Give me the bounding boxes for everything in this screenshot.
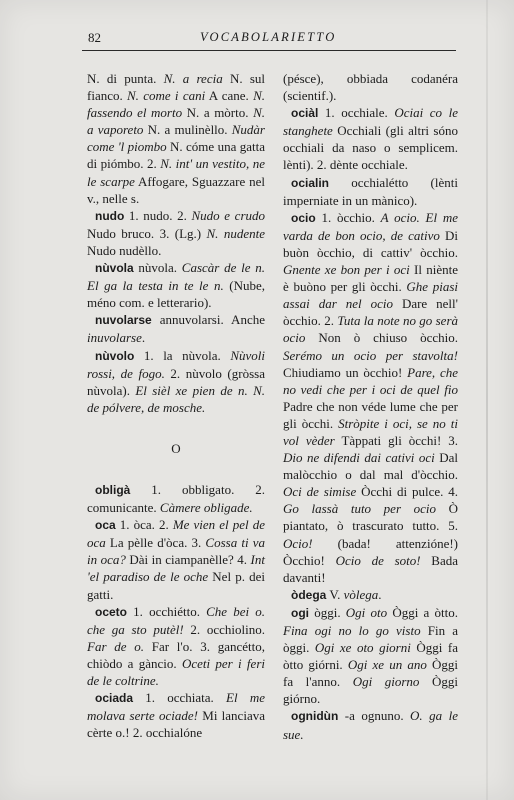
definition-text: Di buòn òcchio, di cattiv' òcchio. bbox=[283, 227, 458, 260]
definition-text: occhialétto (lènti imperniate in un mànico). bbox=[283, 174, 458, 208]
italic-example: Int 'el paradiso de le oche bbox=[87, 552, 265, 585]
headword: òdega bbox=[291, 587, 327, 602]
italic-example: inuvolarse bbox=[87, 330, 142, 346]
page-number: 82 bbox=[88, 30, 101, 45]
definition-text: 1. òca. 2. bbox=[115, 517, 173, 533]
definition-text: Padre che non véde lume che per gli òcchi. bbox=[283, 398, 458, 431]
italic-example: Me vien el pel de oca bbox=[87, 517, 265, 551]
italic-example: N. a recia bbox=[163, 71, 223, 86]
headword: obligà bbox=[95, 482, 131, 497]
definition-text: Affogare, Sguazzare nel v., nelle s. bbox=[87, 173, 265, 206]
page-header bbox=[82, 28, 456, 51]
definition-text: . bbox=[378, 586, 382, 602]
headword: ociàl bbox=[291, 106, 319, 121]
entry-obliga bbox=[87, 481, 265, 516]
entry-nudo bbox=[87, 207, 265, 259]
entry-nudàr-continued bbox=[87, 70, 265, 207]
italic-example: El me molava serte ociade! bbox=[87, 690, 265, 724]
italic-example: Ogi giorno bbox=[352, 674, 420, 690]
italic-example: Nudàr come 'l piombo bbox=[87, 122, 265, 155]
italic-example: Ogi xe oto giorni bbox=[314, 640, 411, 656]
definition-text: Bada davanti! bbox=[283, 552, 459, 585]
definition-text: 1. occhiata. bbox=[133, 690, 227, 706]
entry-ocio bbox=[283, 209, 458, 586]
headword: ocialin bbox=[291, 175, 330, 190]
italic-example: A ocio. El me varda de bon ocio, de cativo bbox=[283, 209, 458, 243]
headword: oca bbox=[95, 518, 116, 533]
running-title: VOCABOLARIETTO bbox=[200, 30, 337, 44]
definition-text: Far l'o. 3. gancétto, chiòdo a gàncio. bbox=[87, 638, 265, 671]
headword: nùvola bbox=[95, 261, 134, 276]
definition-text: 1. occhiale. bbox=[318, 105, 395, 121]
italic-example: Serémo un ocio per stavolta! bbox=[283, 347, 458, 363]
entry-nuvola bbox=[87, 259, 265, 311]
italic-example: Oci de simise bbox=[283, 484, 357, 500]
italic-example: N. nudente bbox=[206, 225, 265, 241]
definition-text: 1. òcchio. bbox=[315, 209, 381, 225]
definition-text: N. a mòrto. bbox=[182, 105, 254, 121]
headword: oceto bbox=[95, 604, 128, 619]
definition-text: Òggi giórno. bbox=[283, 674, 458, 707]
headword: ocio bbox=[291, 210, 316, 225]
definition-text: annuvolarsi. Anche bbox=[151, 312, 265, 328]
italic-example: Cascàr de le n. El ga la testa in te le n. bbox=[87, 260, 265, 294]
definition-text: Nudo nudèllo. bbox=[87, 242, 162, 258]
definition-text: 2. nùvolo (gròssa nùvola). bbox=[87, 365, 265, 398]
definition-text: 2. occhiolino. bbox=[183, 621, 265, 637]
headword: ociada bbox=[95, 691, 134, 706]
definition-text: Non ò chiuso òcchio. bbox=[305, 330, 458, 346]
entry-oceto bbox=[87, 603, 265, 689]
entry-ocial bbox=[283, 104, 458, 173]
entry-ogi bbox=[283, 604, 458, 708]
italic-example: Ociai co le stanghete bbox=[283, 105, 458, 139]
left-column bbox=[87, 70, 265, 741]
definition-text: (bada! attenzióne!) Òcchio! bbox=[283, 535, 458, 568]
definition-text: (pésce), obbiada codanéra (scientif.). bbox=[283, 71, 458, 104]
definition-text: Òggi fa òtto giórni. bbox=[283, 640, 458, 673]
italic-example: Dio ne difendi dai cativi oci bbox=[283, 450, 435, 466]
italic-example: Tuta la note no go serà ocio bbox=[283, 313, 458, 346]
definition-text: Ò piantato, ò trascurato tutto. 5. bbox=[283, 501, 458, 534]
italic-example: Fina ogi no lo go visto bbox=[283, 623, 421, 638]
definition-text: Dal malòcchio o dal mal d'òcchio. bbox=[283, 450, 458, 483]
definition-text: Nel p. dei gatti. bbox=[87, 569, 265, 602]
entry-nuvolarse bbox=[87, 311, 265, 346]
definition-text: Òggi a òtto. bbox=[387, 604, 458, 620]
headword: nudo bbox=[95, 208, 125, 223]
definition-text: Dare nell' òcchio. 2. bbox=[283, 296, 458, 329]
italic-example: Ogi oto bbox=[345, 604, 388, 620]
headword: nùvolo bbox=[95, 348, 135, 363]
italic-example: Pare, che no vedi che per i oci de quel fio bbox=[283, 364, 458, 397]
entry-nuvolo bbox=[87, 347, 265, 416]
definition-text: Dài in ciampanèlle? 4. bbox=[125, 552, 251, 568]
definition-text: V. bbox=[326, 586, 344, 602]
definition-text: Chiudiamo un òcchio! bbox=[283, 364, 408, 380]
definition-text: La pèlle d'òca. 3. bbox=[105, 535, 206, 551]
definition-text: 1. obbligato. 2. comunicante. bbox=[87, 481, 265, 516]
headword: ognidùn bbox=[291, 709, 339, 724]
definition-text: Il niènte è buòno per gli òcchi. bbox=[283, 262, 458, 295]
definition-text: N. cóme una gatta di piómbo. 2. bbox=[87, 139, 265, 172]
definition-text: Òcchi di pulce. 4. bbox=[356, 484, 458, 500]
italic-example: N. int' un vestito, ne le scarpe bbox=[87, 156, 265, 189]
definition-text: (Nube, méno com. e letterario). bbox=[87, 278, 265, 311]
definition-text: Nudo bruco. 3. (Lg.) bbox=[87, 225, 207, 241]
italic-example: N. fassendo el morto bbox=[87, 88, 266, 121]
definition-text: 1. nudo. 2. bbox=[124, 207, 192, 223]
entry-oca bbox=[87, 516, 265, 602]
definition-text: Occhiali (gli altri sóno occhiali da naso o semplicem. lènti). 2. dènte occhiale. bbox=[283, 123, 458, 173]
italic-example: Càmere obligade. bbox=[159, 500, 253, 516]
headword: nuvolarse bbox=[95, 313, 152, 328]
entry-ognidun bbox=[283, 707, 458, 742]
italic-example: vòlega bbox=[343, 586, 379, 602]
entry-odega bbox=[283, 586, 458, 604]
definition-text: . bbox=[141, 330, 146, 346]
definition-text: Tàppati gli òcchi! 3. bbox=[334, 432, 458, 448]
italic-example: N. a vaporeto bbox=[87, 105, 265, 138]
section-letter: O bbox=[171, 440, 181, 456]
entry-ociada bbox=[87, 689, 265, 741]
definition-text: A cane. bbox=[205, 88, 254, 104]
italic-example: Nudo e crudo bbox=[191, 207, 265, 223]
definition-text: -a ognuno. bbox=[338, 708, 411, 724]
right-column bbox=[283, 70, 458, 743]
italic-example: Stròpite i oci, se no ti vol vèder bbox=[283, 415, 458, 448]
definition-text: òggi. bbox=[309, 604, 346, 620]
italic-example: Ogi xe un ano bbox=[347, 657, 427, 673]
headword: ogi bbox=[291, 605, 309, 620]
definition-text: N. sul fianco. bbox=[87, 71, 265, 104]
italic-example: Nùvoli rossi, de fogo. bbox=[87, 347, 265, 381]
italic-example: Go lassà tuto per ocio bbox=[283, 501, 436, 517]
italic-example: O. ga le sue. bbox=[283, 708, 458, 742]
italic-example: N. come i cani bbox=[127, 88, 206, 104]
italic-example: Far de o. bbox=[87, 638, 144, 654]
italic-example: Ocio! bbox=[283, 535, 313, 551]
definition-text: N. a mulinèllo. bbox=[143, 122, 232, 138]
definition-text: 1. la nùvola. bbox=[134, 347, 231, 363]
italic-example: Oceti per i feri de le coltrine. bbox=[87, 655, 265, 688]
entry-ocialin bbox=[283, 174, 458, 209]
definition-text: nùvola. bbox=[133, 260, 182, 276]
page-edge-shadow bbox=[486, 0, 488, 800]
entry-ociada-continued bbox=[283, 70, 458, 104]
italic-example: Che bei o. che ga sto putèl! bbox=[87, 603, 265, 637]
definition-text: 1. occhiétto. bbox=[127, 603, 207, 619]
definition-text: Òggi fa l'anno. bbox=[283, 657, 459, 690]
italic-example: Cossa ti va in oca? bbox=[87, 535, 265, 568]
definition-text: N. di punta. bbox=[87, 71, 164, 86]
italic-example: Ocio de soto! bbox=[335, 552, 421, 568]
definition-text: Mi lanciava cèrte o.! 2. occhialóne bbox=[87, 708, 265, 741]
italic-example: Ghe piasi assai dar nel ocio bbox=[283, 279, 458, 312]
definition-text: Fin a òggi. bbox=[283, 623, 458, 656]
italic-example: El sièl xe pien de n. N. de pólvere, de mosche. bbox=[87, 382, 265, 415]
italic-example: Gnente xe bon per i oci bbox=[283, 262, 410, 278]
